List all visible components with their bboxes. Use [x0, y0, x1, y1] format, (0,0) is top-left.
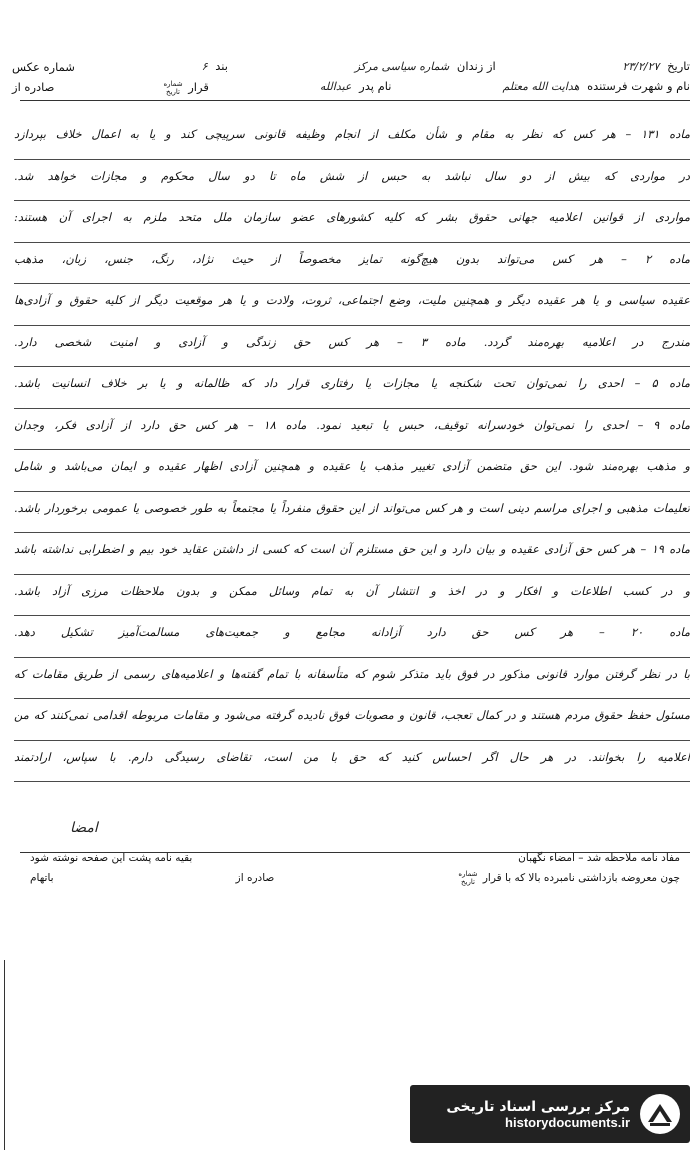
from-prison-field	[351, 57, 496, 76]
detainee-clause	[456, 870, 680, 886]
form-footer	[30, 848, 680, 888]
stack-date-label: تاریخ	[166, 87, 180, 96]
body-line-14: با در نظر گرفتن موارد قانونی مذکور در فوق باید متذکر شوم که متأسفانه با تمام گفته‌ها و اعلامیه‌های رسمی از طریق مقامات که	[14, 658, 690, 700]
body-line-6: مندرج در اعلامیه بهره‌مند گردد. ماده ۳ – هر کس حق زندگی و آزادی و امنیت شخصی دارد.	[14, 326, 690, 368]
charge-label: باتهام	[30, 872, 54, 884]
watermark-url: historydocuments.ir	[505, 1114, 630, 1130]
body-line-2: در مواردی که بیش از دو سال نباشد به حبس از شش ماه تا دو سال محکوم و مجازات خواهد شد.	[14, 160, 690, 202]
body-line-4: ماده ۲ – هر کس می‌تواند بدون هیچ‌گونه تمایز مخصوصاً از حیث نژاد، رنگ، جنس، زبان، مذهب	[14, 243, 690, 285]
body-line-11: ماده ۱۹ – هر کس حق آزادی عقیده و بیان دارد و این حق مستلزم آن است که کسی از داشتن عقاید خود بیم و اضطرابی نداشته باشد	[14, 533, 690, 575]
body-line-15: مسئول حفظ حقوق مردم هستند و در کمال تعجب، قانون و مصوبات فوق نادیده گرفته می‌شود و مقامات مربوطه اقدامی نمی‌کنند که من	[14, 699, 690, 741]
body-line-7: ماده ۵ – احدی را نمی‌توان تحت شکنجه یا مجازات یا رفتاری قرار داد که ظالمانه و یا بر خلاف انسانیت باشد.	[14, 367, 690, 409]
sender-label: نام و شهرت فرستنده	[587, 79, 690, 93]
issued-from-field	[12, 78, 54, 96]
header-divider	[20, 100, 690, 101]
sender-field	[498, 77, 690, 96]
order-label: قرار	[188, 80, 209, 94]
footer-row-2	[30, 868, 680, 888]
body-line-13: ماده ۲۰ – هر کس حق دارد آزادانه مجامع و جمعیت‌های مسالمت‌آمیز تشکیل دهد.	[14, 616, 690, 658]
header-row-2	[12, 76, 690, 96]
ward-field	[198, 57, 228, 76]
form-header	[12, 56, 690, 96]
body-line-5: عقیده سیاسی و یا هر عقیده دیگر و همچنین ملیت، وضع اجتماعی، ثروت، ولادت و یا هر موقعیت دیگر از کلیه حقوق و آزادی‌ها	[14, 284, 690, 326]
footer-stack-number: شماره	[458, 870, 478, 878]
footer-row-1	[30, 848, 680, 868]
book-logo-icon	[638, 1092, 682, 1136]
footer-stack-date: تاریخ	[461, 878, 475, 886]
detainee-clause-text: چون معروضه بازداشتی نامبرده بالا که با قرار	[482, 872, 680, 884]
father-name-value: عبدالله	[319, 80, 352, 93]
father-name-label: نام پدر	[359, 79, 392, 93]
ward-value: ۶	[201, 60, 208, 73]
ward-label: بند	[215, 59, 228, 73]
photo-number-label: شماره عکس	[12, 60, 75, 74]
body-line-9: و مذهب بهره‌مند شود. این حق متضمن آزادی تغییر مذهب یا عقیده و همچنین آزادی اظهار عقیده و ایمان می‌باشد و شامل	[14, 450, 690, 492]
footer-issued-from: صادره از	[235, 872, 275, 884]
watermark-title: مرکز بررسی اسناد تاریخی	[446, 1098, 630, 1115]
letter-body	[14, 118, 690, 782]
signature: امضا	[70, 820, 98, 836]
continue-overleaf-note: بقیه نامه پشت این صفحه نوشته شود	[30, 852, 193, 864]
body-line-12: و در کسب اطلاعات و افکار و در اخذ و انتشار آن به تمام وسائل ممکن و بدون ملاحظات مرزی آزاد باشد.	[14, 575, 690, 617]
from-prison-label: از زندان	[456, 59, 496, 73]
stack-number-label: شماره	[163, 79, 183, 88]
issued-from-label: صادره از	[12, 80, 55, 94]
archive-watermark	[410, 1085, 690, 1143]
body-line-10: تعلیمات مذهبی و اجرای مراسم دینی است و هر کس می‌تواند از این حقوق منفرداً یا مجتمعاً به طور خصوصی یا عمومی برخوردار باشد.	[14, 492, 690, 534]
page-margin-line	[4, 960, 5, 1150]
body-line-1: ماده ۱۳۱ – هر کس که نظر به مقام و شأن مکلف از انجام وظیفه قانونی سرپیچی کند و یا به اعمال خلاف بپردازد	[14, 118, 690, 160]
header-row-1	[12, 56, 690, 76]
date-value: ۲۳/۲/۲۷	[622, 60, 660, 73]
number-date-stack	[163, 80, 182, 96]
photo-number-field	[12, 58, 75, 76]
date-label: تاریخ	[667, 59, 690, 73]
guard-note: مفاد نامه ملاحظه شد – امضاء نگهبان	[518, 852, 680, 864]
sender-value: هدایت الله معتلم	[502, 80, 580, 93]
father-name-field	[316, 77, 392, 96]
order-field	[161, 78, 208, 96]
date-field	[619, 57, 691, 76]
body-line-3: مواردی از قوانین اعلامیه جهانی حقوق بشر که کلیه کشورهای عضو سازمان ملل متحد ملزم به اجرای آن هستند:	[14, 201, 690, 243]
body-line-16: اعلامیه را بخوانند. در هر حال اگر احساس کنید که حق با من است، تقاضای رسیدگی دارم. با سپاس، ارادتمند	[14, 741, 690, 783]
footer-number-date-stack	[458, 870, 477, 886]
body-line-8: ماده ۹ – احدی را نمی‌توان خودسرانه توقیف، حبس یا تبعید نمود. ماده ۱۸ – هر کس حق دارد از آزادی فکر، وجدان	[14, 409, 690, 451]
watermark-text	[446, 1099, 630, 1130]
from-prison-value: شماره سیاسی مرکز	[354, 60, 450, 73]
